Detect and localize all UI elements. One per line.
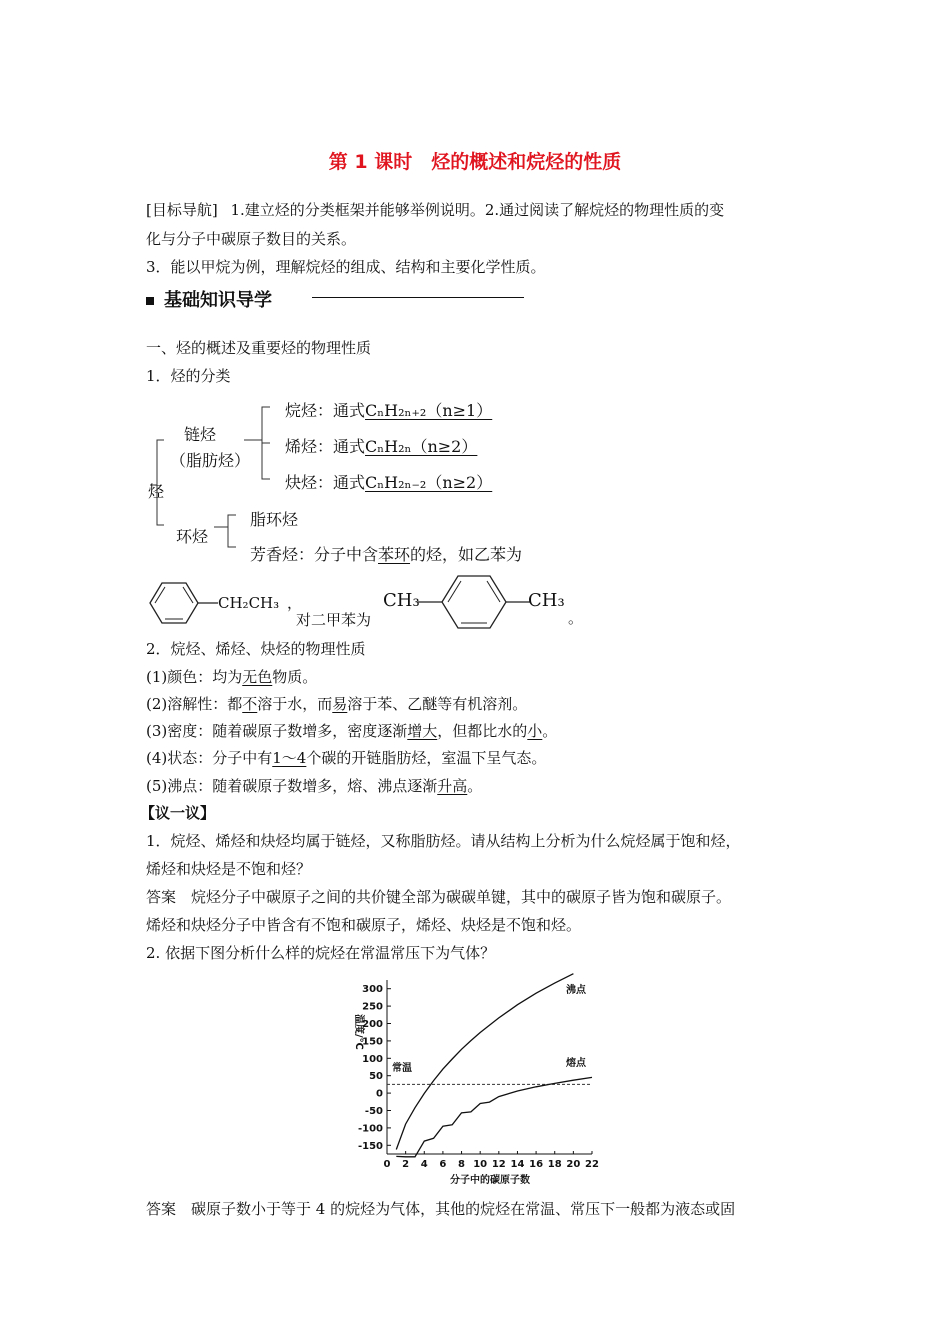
- chart-y-tick-label: 250: [362, 1001, 383, 1013]
- chart-y-tick-label: 50: [369, 1071, 383, 1083]
- chart-y-tick-label: 150: [362, 1036, 383, 1048]
- objectives-line2: 化与分子中碳原子数目的关系。: [146, 230, 357, 248]
- discuss-heading: 【议一议】: [140, 804, 216, 822]
- prop-sol-pre: (2)溶解性：都: [146, 695, 243, 713]
- xylene-methyl-left: CH₃: [383, 590, 420, 611]
- prop-state-post: 个碳的开链脂肪烃，室温下呈气态。: [306, 749, 547, 767]
- prop-den-key2: 小: [527, 722, 543, 740]
- tree-alicyclic: 脂环烃: [250, 510, 299, 529]
- prop-color-pre: (1)颜色：均为: [146, 668, 243, 686]
- sub1-title: 1．烃的分类: [146, 367, 231, 385]
- prop-solubility: [146, 691, 527, 717]
- tree-alkene: [285, 434, 477, 457]
- prop-sol-key2: 易: [332, 695, 348, 713]
- structure-period: 。: [568, 609, 584, 627]
- chart-x-tick-label: 16: [529, 1159, 544, 1170]
- alkane-temperature-chart: [340, 970, 620, 1190]
- benzene-ring-ethylbenzene: [140, 575, 220, 635]
- section-heading: [146, 286, 272, 312]
- aromatic-key: 苯环: [378, 545, 411, 564]
- tree-aromatic: [250, 542, 522, 565]
- tree-alkane: [285, 398, 492, 421]
- ethylbenzene-substituent: CH₂CH₃: [218, 594, 280, 612]
- prop-sol-post: 溶于苯、乙醚等有机溶剂。: [347, 695, 528, 713]
- alkane-label: 烷烃：通式: [285, 401, 366, 420]
- chart-y-tick-label: -50: [364, 1106, 383, 1117]
- chart-series-melting: [396, 1077, 592, 1156]
- part1-title: 一、烃的概述及重要烃的物理性质: [146, 339, 372, 357]
- objectives-text1: 1.建立烃的分类框架并能够举例说明。2.通过阅读了解烷烃的物理性质的变: [230, 201, 725, 219]
- prop-sol-key1: 不: [242, 695, 258, 713]
- section-title: 基础知识导学: [164, 290, 272, 311]
- alkene-label: 烯烃：通式: [285, 437, 366, 456]
- alkane-formula: CₙH₂ₙ₊₂（n≥1）: [365, 401, 493, 420]
- prop-bp-post: 。: [467, 777, 483, 795]
- q2-answer1: 答案 碳原子数小于等于 4 的烷烃为气体，其他的烷烃在常温、常压下一般都为液态或固: [146, 1200, 736, 1218]
- tree-root: 烃: [148, 482, 165, 501]
- objectives-label: [目标导航]: [146, 201, 218, 219]
- chart-x-tick-label: 12: [491, 1159, 506, 1170]
- chart-x-tick-label: 0: [383, 1159, 391, 1170]
- structure-comma: ，: [287, 594, 303, 612]
- chart-x-tick-label: 22: [585, 1159, 599, 1170]
- tree-cyclic: 环烃: [176, 527, 209, 546]
- chart-x-tick-label: 6: [439, 1159, 447, 1170]
- chart-room-temp-label: 常温: [392, 1063, 412, 1074]
- tree-alkyne: [285, 470, 492, 493]
- chart-xlabel: 分子中的碳原子数: [450, 1175, 530, 1186]
- chart-series-boiling: [396, 974, 573, 1150]
- prop-den-post: 。: [542, 722, 558, 740]
- sub2-title: 2．烷烃、烯烃、炔烃的物理性质: [146, 640, 366, 658]
- chart-x-tick-label: 4: [420, 1159, 428, 1170]
- prop-color-post: 物质。: [272, 668, 318, 686]
- q1-answer1: 答案 烷烃分子中碳原子之间的共价键全部为碳碳单键，其中的碳原子皆为饱和碳原子。: [146, 888, 732, 906]
- chart-x-tick-label: 20: [566, 1159, 581, 1170]
- chart-y-tick-label: 0: [376, 1088, 383, 1100]
- prop-state: [146, 745, 546, 771]
- alkyne-formula: CₙH₂ₙ₋₂（n≥2）: [365, 473, 493, 492]
- xylene-label: 对二甲苯为: [296, 611, 372, 629]
- aromatic-pre: 芳香烃：分子中含: [250, 545, 379, 564]
- prop-bp-pre: (5)沸点：随着碳原子数增多，熔、沸点逐渐: [146, 777, 438, 795]
- q2-line1: 2. 依据下图分析什么样的烷烃在常温常压下为气体？: [146, 944, 496, 962]
- prop-density: [146, 718, 557, 744]
- section-square-icon: [146, 297, 154, 305]
- chart-series-label-melting: 熔点: [566, 1058, 586, 1069]
- q1-answer2: 烯烃和炔烃分子中皆含有不饱和碳原子，烯烃、炔烃是不饱和烃。: [146, 916, 582, 934]
- chart-y-tick-label: 200: [362, 1019, 383, 1030]
- page-title: 第 1 课时 烃的概述和烷烃的性质: [328, 151, 622, 173]
- tree-chain: 链烃: [184, 425, 217, 444]
- prop-den-pre: (3)密度：随着碳原子数增多，密度逐渐: [146, 722, 408, 740]
- prop-color-key: 无色: [242, 668, 273, 686]
- alkyne-label: 炔烃：通式: [285, 473, 366, 492]
- prop-den-mid: ，但都比水的: [437, 722, 528, 740]
- objectives-line1: [146, 197, 724, 223]
- chart-series-label-boiling: 沸点: [566, 985, 586, 996]
- chart-x-tick-label: 18: [547, 1159, 562, 1170]
- chart-y-tick-label: -150: [357, 1140, 383, 1152]
- prop-bp-key: 升高: [437, 777, 468, 795]
- alkene-formula: CₙH₂ₙ（n≥2）: [365, 437, 478, 456]
- chart-y-tick-label: 100: [362, 1053, 383, 1065]
- chart-ylabel: 温度/℃: [353, 1014, 364, 1050]
- chart-x-tick-label: 14: [510, 1159, 525, 1170]
- prop-sol-mid: 溶于水，而: [257, 695, 333, 713]
- prop-state-pre: (4)状态：分子中有: [146, 749, 273, 767]
- xylene-methyl-right: CH₃: [528, 590, 565, 611]
- chart-x-tick-label: 8: [458, 1159, 466, 1170]
- prop-color: [146, 664, 317, 690]
- chart-y-tick-label: -100: [357, 1123, 383, 1135]
- prop-den-key1: 增大: [407, 722, 438, 740]
- objectives-line3: 3．能以甲烷为例，理解烷烃的组成、结构和主要化学性质。: [146, 258, 546, 276]
- chart-x-tick-label: 10: [473, 1159, 488, 1170]
- chart-x-tick-label: 2: [402, 1159, 410, 1170]
- q1-line1: 1．烷烃、烯烃和炔烃均属于链烃，又称脂肪烃。请从结构上分析为什么烷烃属于饱和烃，: [146, 832, 741, 850]
- chart-y-tick-label: 300: [362, 984, 383, 996]
- prop-state-key: 1～4: [272, 749, 307, 767]
- tree-chain-note: （脂肪烃）: [170, 451, 251, 470]
- aromatic-post: 的烃，如乙苯为: [410, 545, 523, 564]
- q1-line2: 烯烃和炔烃是不饱和烃？: [146, 860, 312, 878]
- section-rule: [312, 297, 524, 298]
- prop-boiling: [146, 773, 482, 799]
- benzene-ring-xylene: [418, 572, 530, 634]
